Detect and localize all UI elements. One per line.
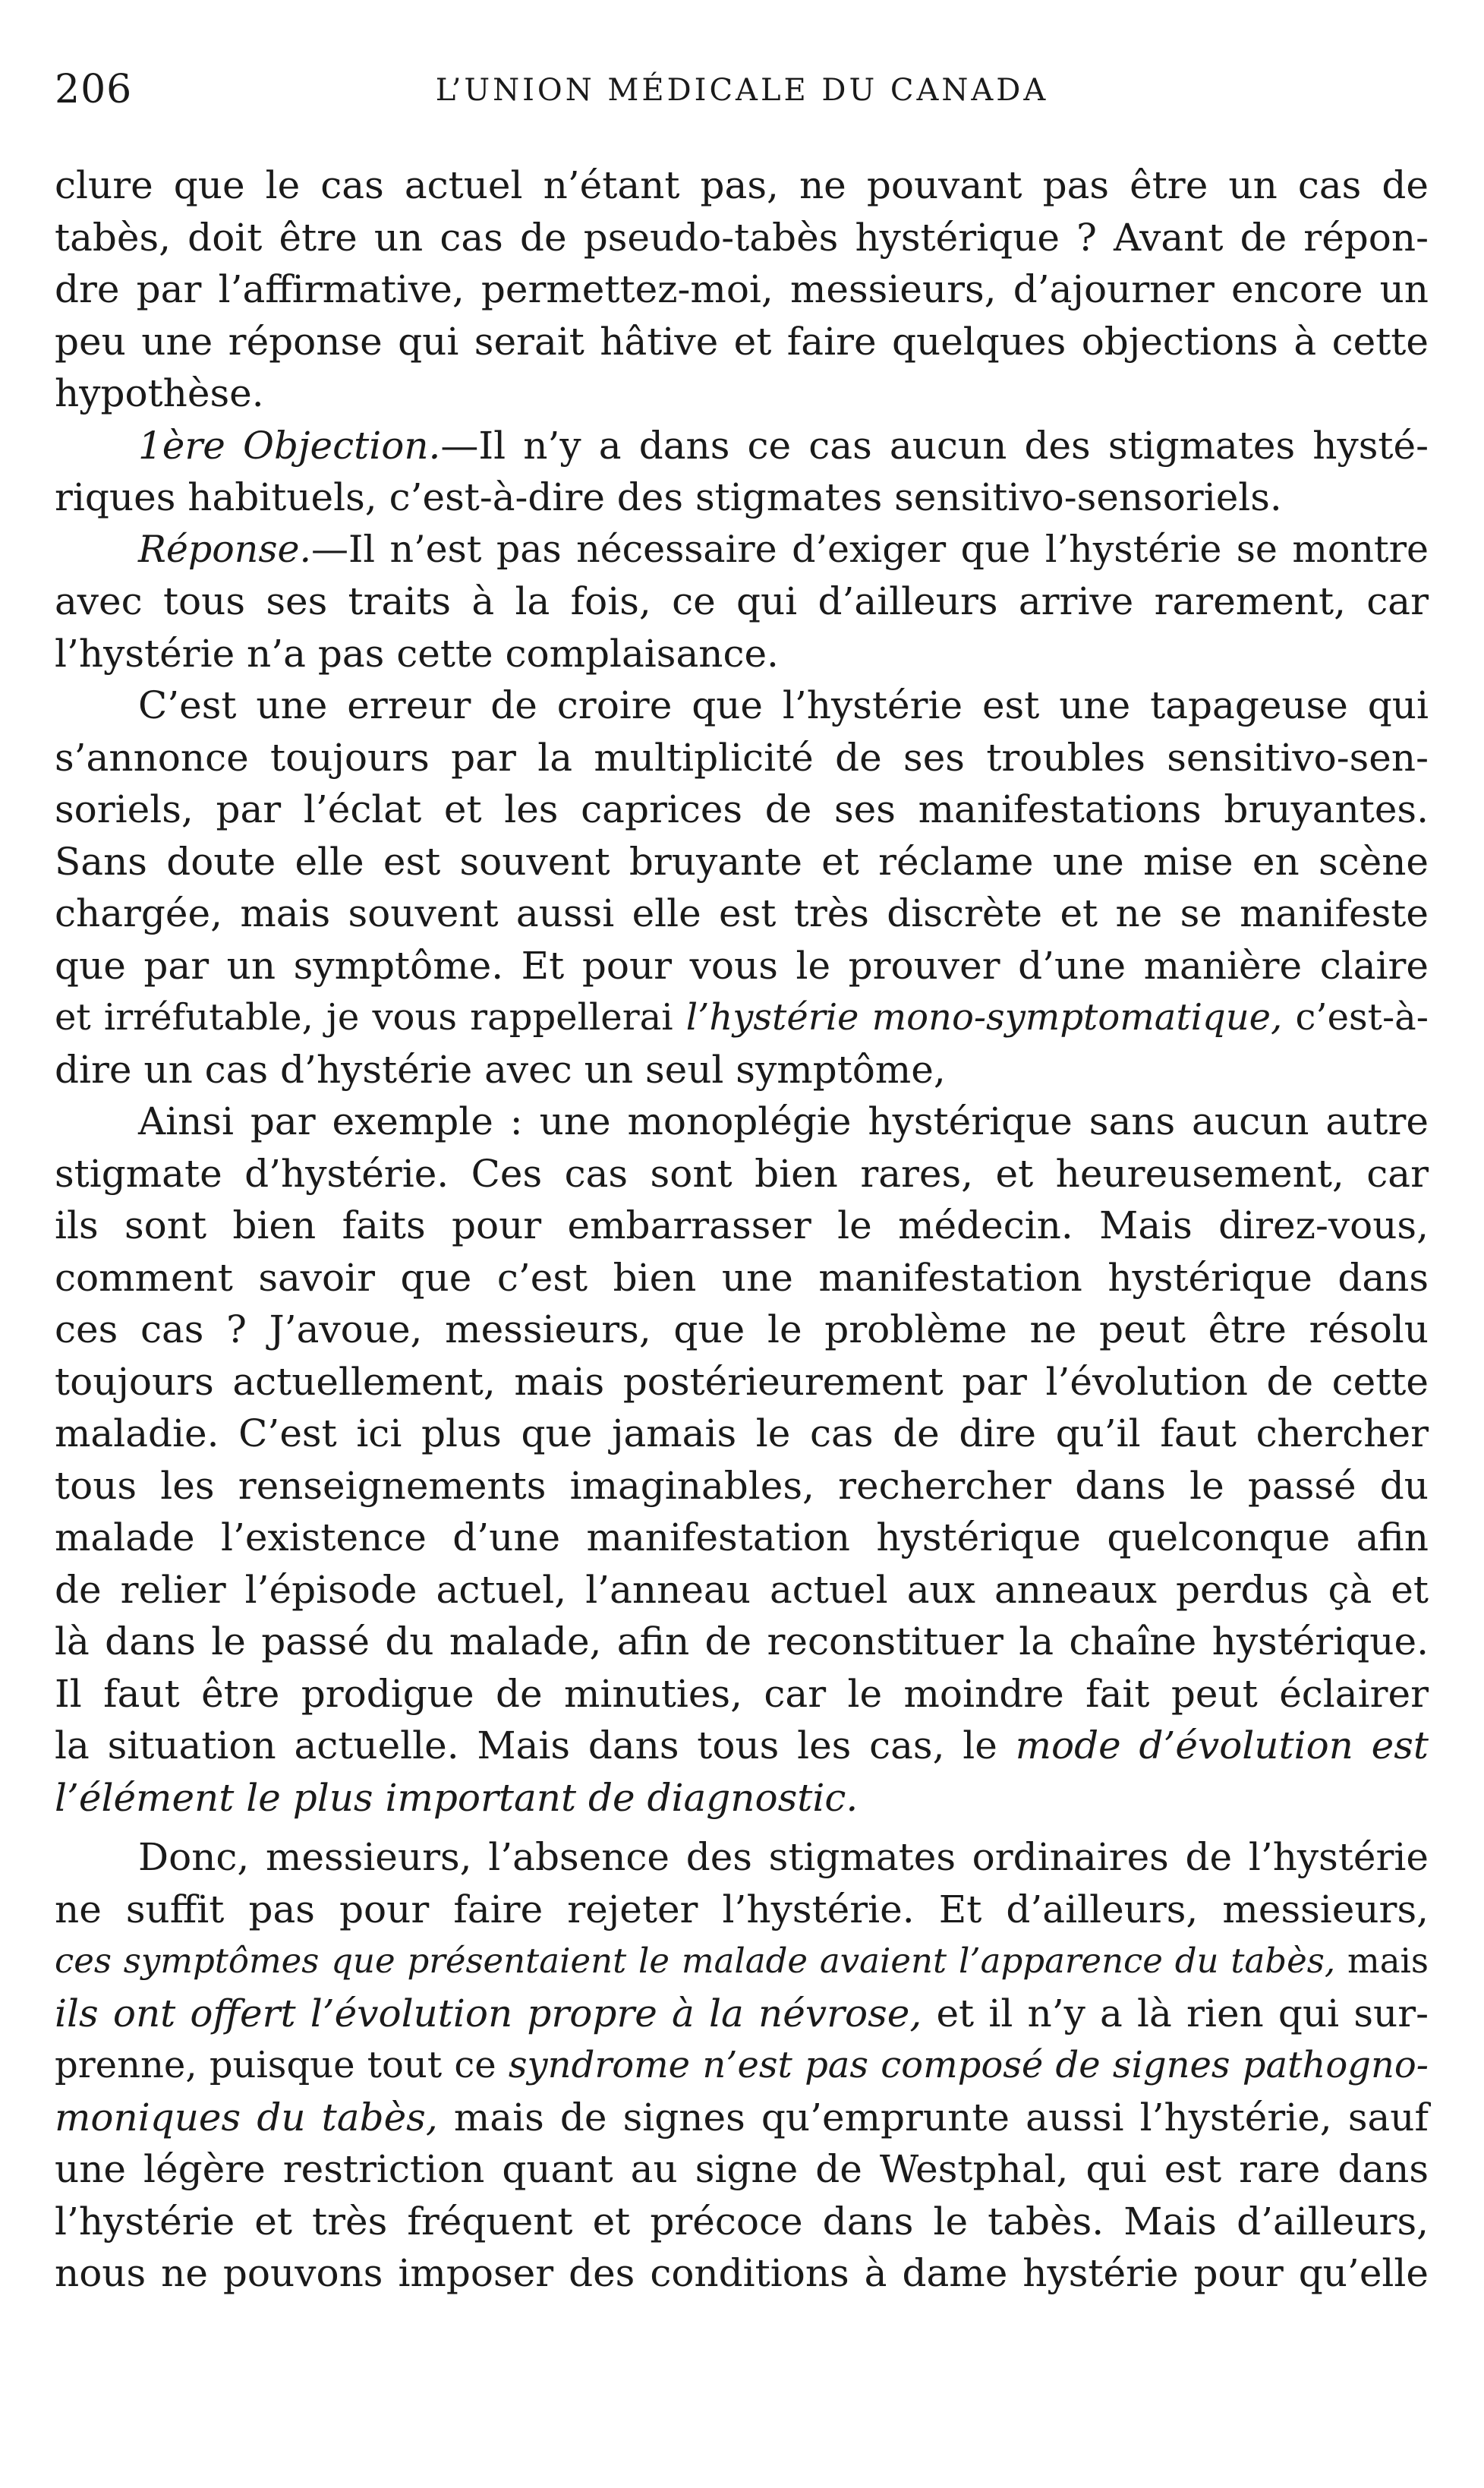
text-line: hypothèse. <box>55 371 264 415</box>
text-line: nous ne pouvons imposer des conditions à dame hystérie pour qu’elle <box>55 2251 1429 2295</box>
italic-run: 1ère Objection. <box>138 423 441 468</box>
text-line: là dans le passé du malade, afin de reconstituer la chaîne hystérique. <box>55 1619 1429 1663</box>
text-line: avec tous ses traits à la fois, ce qui d’ailleurs arrive rarement, car <box>55 579 1429 623</box>
text-line: tabès, doit être un cas de pseudo-tabès hystérique ? Avant de répon- <box>55 215 1429 260</box>
italic-run: ils ont offert l’évolution propre à la névrose, <box>55 1991 922 2035</box>
text-line: C’est une erreur de croire que l’hystérie est une tapageuse qui <box>138 683 1429 727</box>
text-line: toujours actuellement, mais postérieurement par l’évolution de cette <box>55 1359 1429 1404</box>
text-line: Il faut être prodigue de minuties, car le moindre fait peut éclairer <box>55 1671 1429 1716</box>
text-line: ces symptômes que présentaient le malade avaient l’apparence du tabès, mais <box>55 1941 1429 1981</box>
italic-run: moniques du tabès, <box>55 2095 438 2140</box>
text-line: l’hystérie et très fréquent et précoce dans le tabès. Mais d’ailleurs, <box>55 2199 1429 2244</box>
text-line: maladie. C’est ici plus que jamais le cas de dire qu’il faut chercher <box>55 1411 1429 1455</box>
text-line: une légère restriction quant au signe de Westphal, qui est rare dans <box>55 2147 1429 2191</box>
text-line: malade l’existence d’une manifestation hystérique quelconque afin <box>55 1515 1429 1559</box>
journal-title: L’UNION MÉDICALE DU CANADA <box>435 73 1049 108</box>
text-line: que par un symptôme. Et pour vous le prouver d’une manière claire <box>55 943 1429 988</box>
text-line: ces cas ? J’avoue, messieurs, que le problème ne peut être résolu <box>55 1307 1429 1351</box>
page-number: 206 <box>55 67 133 112</box>
italic-run: ces symptômes que présentaient le malade avaient l’apparence du tabès, <box>55 1941 1336 1981</box>
text-line: 1ère Objection.—Il n’y a dans ce cas aucun des stigmates hysté- <box>138 423 1429 468</box>
text-line: riques habituels, c’est-à-dire des stigmates sensitivo-sensoriels. <box>55 475 1282 519</box>
text-line: Sans doute elle est souvent bruyante et réclame une mise en scène <box>55 839 1429 884</box>
italic-run: Réponse. <box>138 527 312 571</box>
text-line: de relier l’épisode actuel, l’anneau actuel aux anneaux perdus çà et <box>55 1567 1429 1612</box>
text-line: la situation actuelle. Mais dans tous les cas, le mode d’évolution est <box>55 1723 1429 1767</box>
text-line: Donc, messieurs, l’absence des stigmates ordinaires de l’hystérie <box>138 1835 1429 1879</box>
text-line: clure que le cas actuel n’étant pas, ne pouvant pas être un cas de <box>55 163 1429 207</box>
italic-run: l’élément le plus important de diagnostic. <box>55 1775 859 1820</box>
text-line: l’hystérie n’a pas cette complaisance. <box>55 631 779 676</box>
text-line: peu une réponse qui serait hâtive et faire quelques objections à cette <box>55 319 1429 364</box>
text-line <box>55 1772 1429 1824</box>
text-line: Réponse.—Il n’est pas nécessaire d’exiger que l’hystérie se montre <box>138 527 1429 571</box>
text-line: stigmate d’hystérie. Ces cas sont bien rares, et heureusement, car <box>55 1151 1429 1196</box>
text-line: dre par l’affirmative, permettez-moi, messieurs, d’ajourner encore un <box>55 267 1429 311</box>
text-line: ils ont offert l’évolution propre à la névrose, et il n’y a là rien qui sur- <box>55 1991 1429 2035</box>
running-head <box>53 53 1431 137</box>
text-line: moniques du tabès, mais de signes qu’emprunte aussi l’hystérie, sauf <box>55 2095 1429 2140</box>
italic-run: syndrome n’est pas composé de signes pathogno- <box>508 2044 1429 2086</box>
text-line: ils sont bien faits pour embarrasser le médecin. Mais direz-vous, <box>55 1203 1429 1247</box>
text-line: dire un cas d’hystérie avec un seul symptôme, <box>55 1047 946 1092</box>
text-line: prenne, puisque tout ce syndrome n’est pas composé de signes pathogno- <box>55 2044 1429 2086</box>
text-line: comment savoir que c’est bien une manifestation hystérique dans <box>55 1255 1429 1300</box>
text-line: et irréfutable, je vous rappellerai l’hystérie mono-symptomatique, c’est-à- <box>55 996 1429 1039</box>
text-line: s’annonce toujours par la multiplicité de ses troubles sensitivo-sen- <box>55 735 1429 780</box>
body-text <box>55 159 1429 2300</box>
text-line: tous les renseignements imaginables, rechercher dans le passé du <box>55 1463 1429 1508</box>
italic-run: mode d’évolution est <box>1015 1723 1429 1767</box>
text-line: ne suffit pas pour faire rejeter l’hystérie. Et d’ailleurs, messieurs, <box>55 1887 1429 1931</box>
text-line: soriels, par l’éclat et les caprices de ses manifestations bruyantes. <box>55 787 1429 831</box>
text-line: chargée, mais souvent aussi elle est très discrète et ne se manifeste <box>55 891 1429 935</box>
text-line: Ainsi par exemple : une monoplégie hystérique sans aucun autre <box>138 1099 1429 1143</box>
italic-run: l’hystérie mono-symptomatique, <box>685 996 1283 1039</box>
